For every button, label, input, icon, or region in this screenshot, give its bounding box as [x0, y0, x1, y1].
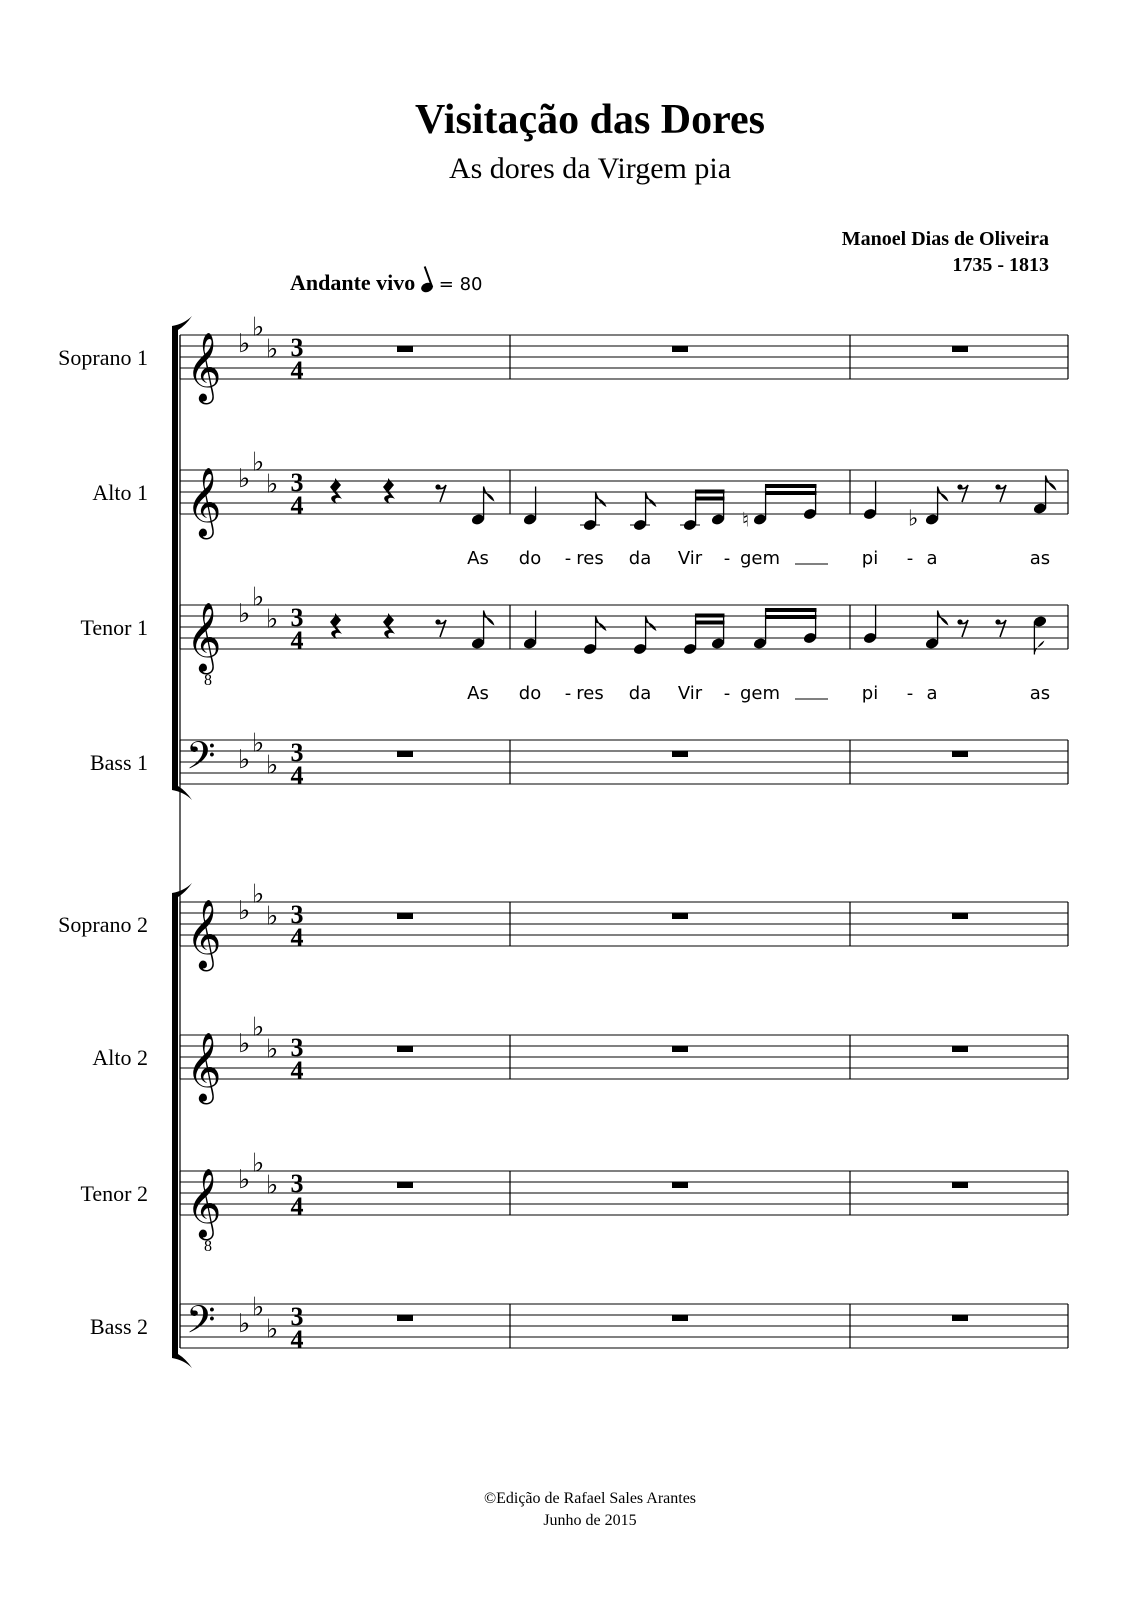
staff-alto-1 — [92, 448, 1068, 570]
note-flag — [938, 611, 948, 625]
tempo-text: Andante vivo — [290, 270, 416, 295]
flat-icon: ♭ — [238, 896, 251, 926]
beam — [695, 497, 725, 501]
flat-icon: ♭ — [252, 728, 265, 759]
bass-clef-icon: 𝄢 — [186, 733, 216, 787]
lyric-syllable: a — [926, 683, 938, 704]
whole-rest-icon — [397, 346, 413, 352]
staff-alto-2 — [92, 1013, 1068, 1105]
time-signature-top: 3 — [290, 1302, 304, 1331]
flat-icon: ♭ — [252, 1012, 265, 1043]
beam — [765, 608, 817, 612]
whole-rest-icon — [952, 1182, 968, 1188]
time-signature-top: 3 — [290, 900, 304, 929]
flat-icon: ♭ — [238, 464, 251, 494]
footer-date: Junho de 2015 — [543, 1512, 637, 1529]
flat-icon: ♭ — [252, 1292, 265, 1323]
lyric-syllable: As — [467, 683, 489, 704]
footer — [0, 1488, 1131, 1532]
time-signature-top: 3 — [290, 333, 304, 362]
whole-rest-icon — [952, 1046, 968, 1052]
lyric-syllable: gem — [739, 683, 781, 704]
flat-icon: ♭ — [252, 1148, 265, 1179]
staff-bass-1 — [90, 729, 1068, 791]
lyric-syllable: res — [576, 683, 604, 704]
lyric-syllable: pi — [861, 683, 879, 704]
page-title: Visitação das Dores — [415, 97, 765, 143]
flat-icon: ♭ — [266, 901, 279, 932]
whole-rest-icon — [397, 1315, 413, 1321]
whole-rest-icon — [672, 1046, 688, 1052]
flat-icon: ♭ — [252, 582, 265, 613]
flat-icon: ♭ — [908, 506, 919, 532]
lyric-syllable: - — [564, 683, 572, 704]
note-flag — [1046, 476, 1056, 490]
treble-clef-icon: 𝄞 — [186, 1168, 222, 1238]
note-flag — [484, 487, 494, 501]
whole-rest-icon — [952, 913, 968, 919]
time-signature-top: 3 — [290, 603, 304, 632]
lyric-syllable: as — [1029, 683, 1051, 704]
whole-rest-icon — [952, 346, 968, 352]
whole-rest-icon — [672, 1182, 688, 1188]
beam — [695, 621, 725, 625]
note-flag — [484, 611, 494, 625]
staff-soprano-1 — [58, 313, 1068, 405]
beam — [765, 491, 817, 495]
staff-tenor-1 — [81, 583, 1069, 705]
staff-label: Bass 1 — [89, 750, 148, 775]
whole-rest-icon — [672, 346, 688, 352]
whole-rest-icon — [397, 1046, 413, 1052]
octave-eight-icon: 8 — [204, 672, 212, 689]
flat-icon: ♭ — [266, 1034, 279, 1065]
staff-bass-2 — [90, 1293, 1068, 1355]
lyric-syllable: da — [628, 548, 652, 569]
treble-clef-icon: 𝄞 — [186, 332, 222, 402]
whole-rest-icon — [397, 1182, 413, 1188]
bracket-top-hook — [172, 316, 192, 330]
system-bracket — [172, 893, 178, 1358]
beam — [695, 490, 725, 494]
lyric-syllable: - — [906, 548, 914, 569]
time-signature-bottom: 4 — [290, 761, 304, 790]
lyric-syllable: Vir — [677, 683, 703, 704]
treble-clef-icon: 𝄞 — [186, 602, 222, 672]
lyric-syllable: do — [518, 548, 542, 569]
flat-icon: ♭ — [238, 1309, 251, 1339]
bracket-bottom-hook — [172, 786, 192, 800]
flat-icon: ♭ — [266, 1314, 279, 1345]
lyric-syllable: - — [723, 548, 731, 569]
quarter-rest-icon — [383, 478, 395, 504]
staff-label: Tenor 1 — [80, 615, 148, 640]
beam — [765, 615, 817, 619]
metronome-value: = 80 — [438, 274, 483, 295]
time-signature-bottom: 4 — [290, 491, 304, 520]
flat-icon: ♭ — [238, 1029, 251, 1059]
time-signature-top: 3 — [290, 1033, 304, 1062]
lyric-syllable: - — [906, 683, 914, 704]
quarter-rest-icon — [383, 613, 395, 639]
flat-icon: ♭ — [266, 1170, 279, 1201]
composer-name: Manoel Dias de Oliveira — [841, 228, 1049, 250]
note-flag — [1034, 641, 1044, 655]
staff-label: Soprano 2 — [58, 912, 148, 937]
staff-label: Alto 1 — [92, 480, 148, 505]
lyric-syllable: pi — [861, 548, 879, 569]
bass-clef-icon: 𝄢 — [186, 1297, 216, 1351]
lyric-syllable: - — [723, 683, 731, 704]
flat-icon: ♭ — [238, 1165, 251, 1195]
flat-icon: ♭ — [238, 745, 251, 775]
flat-icon: ♭ — [266, 469, 279, 500]
note-flag — [938, 487, 948, 501]
flat-icon: ♭ — [266, 334, 279, 365]
page-subtitle: As dores da Virgem pia — [448, 152, 732, 185]
time-signature-top: 3 — [290, 738, 304, 767]
quarter-rest-icon — [330, 478, 342, 504]
time-signature-top: 3 — [290, 468, 304, 497]
lyric-syllable: as — [1029, 548, 1051, 569]
time-signature-bottom: 4 — [290, 356, 304, 385]
beam — [765, 484, 817, 488]
flat-icon: ♭ — [266, 750, 279, 781]
flat-icon: ♭ — [238, 329, 251, 359]
flat-icon: ♭ — [266, 604, 279, 635]
whole-rest-icon — [952, 1315, 968, 1321]
bracket-top-hook — [172, 883, 192, 897]
lyric-syllable: Vir — [677, 548, 703, 569]
lyric-syllable: As — [467, 548, 489, 569]
treble-clef-icon: 𝄞 — [186, 1032, 222, 1102]
composer-dates: 1735 - 1813 — [952, 254, 1049, 276]
note-flag — [596, 616, 606, 630]
time-signature-bottom: 4 — [290, 1192, 304, 1221]
bracket-bottom-hook — [172, 1354, 192, 1368]
whole-rest-icon — [952, 751, 968, 757]
footer-edition: ©Edição de Rafael Sales Arantes — [483, 1490, 697, 1507]
flat-icon: ♭ — [252, 447, 265, 478]
time-signature-bottom: 4 — [290, 1056, 304, 1085]
staff-label: Soprano 1 — [58, 345, 148, 370]
beam — [695, 614, 725, 618]
natural-icon: ♮ — [742, 507, 750, 532]
lyric-syllable: da — [628, 683, 652, 704]
staff-label: Bass 2 — [89, 1314, 148, 1339]
treble-clef-icon: 𝄞 — [186, 467, 222, 537]
time-signature-bottom: 4 — [290, 626, 304, 655]
whole-rest-icon — [672, 751, 688, 757]
system-bracket — [172, 326, 178, 790]
flat-icon: ♭ — [252, 879, 265, 910]
flat-icon: ♭ — [252, 312, 265, 343]
lyric-syllable: gem — [739, 548, 781, 569]
lyric-syllable: do — [518, 683, 542, 704]
flat-icon: ♭ — [238, 599, 251, 629]
time-signature-bottom: 4 — [290, 1325, 304, 1354]
lyric-syllable: - — [564, 548, 572, 569]
quarter-rest-icon — [330, 613, 342, 639]
whole-rest-icon — [397, 913, 413, 919]
note-flag — [646, 492, 656, 506]
treble-clef-icon: 𝄞 — [186, 899, 222, 969]
lyric-syllable: res — [576, 548, 604, 569]
time-signature-bottom: 4 — [290, 923, 304, 952]
staff-soprano-2 — [58, 880, 1068, 972]
note-flag — [596, 492, 606, 506]
whole-rest-icon — [672, 913, 688, 919]
staff-label: Tenor 2 — [80, 1181, 148, 1206]
note-flag — [646, 616, 656, 630]
octave-eight-icon: 8 — [204, 1238, 212, 1255]
time-signature-top: 3 — [290, 1169, 304, 1198]
staff-label: Alto 2 — [92, 1045, 148, 1070]
lyric-syllable: a — [926, 548, 938, 569]
whole-rest-icon — [397, 751, 413, 757]
staff-tenor-2 — [81, 1149, 1069, 1256]
whole-rest-icon — [672, 1315, 688, 1321]
